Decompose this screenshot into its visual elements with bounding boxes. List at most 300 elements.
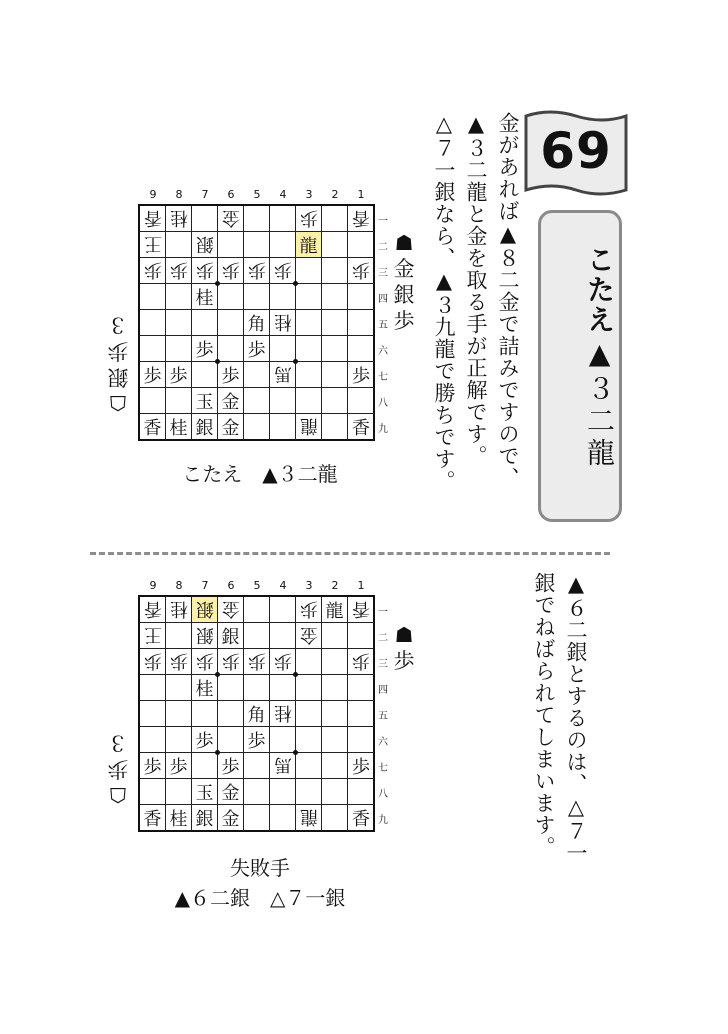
sente-piece: 香: [143, 809, 162, 830]
board-square: [140, 336, 166, 362]
rank-number: 七: [378, 763, 388, 774]
rank-number: 二: [378, 633, 388, 644]
board-square: [166, 675, 192, 701]
board-square: [270, 805, 296, 831]
file-number: 3: [305, 188, 313, 201]
rank-number: 九: [378, 424, 388, 435]
rank-number: 五: [378, 320, 388, 331]
board-square: [348, 701, 374, 727]
board-square: [140, 362, 166, 388]
board-square: [140, 623, 166, 649]
gote-piece: 歩: [143, 258, 162, 280]
board-square: [270, 362, 296, 388]
board-square: [244, 675, 270, 701]
board-square: [140, 232, 166, 258]
board-answer-caption: こたえ ▲３二龍: [182, 462, 338, 486]
rank-number: 八: [378, 789, 388, 800]
board-square: [348, 414, 374, 440]
sente-mark-icon: ☗: [394, 231, 414, 255]
board-square: [140, 727, 166, 753]
sente-piece: 桂: [195, 287, 214, 309]
sente-piece: 角: [247, 704, 266, 726]
board-square: [140, 779, 166, 805]
board-square: [296, 701, 322, 727]
gote-piece: 香: [143, 206, 162, 228]
board-square: [270, 753, 296, 779]
problem-number: 69: [540, 122, 612, 180]
board2-grid: [138, 595, 375, 832]
board-square: [296, 727, 322, 753]
board-square: [218, 206, 244, 232]
board-square: [140, 597, 166, 623]
sente-piece: 歩: [143, 365, 162, 387]
rank-number: 三: [378, 268, 388, 279]
board-square: [348, 727, 374, 753]
gote-hand-piece: 歩: [107, 339, 129, 363]
board-square: [140, 258, 166, 284]
board-square: [166, 414, 192, 440]
gote-piece: 龍: [299, 415, 318, 436]
board-square: [218, 805, 244, 831]
sente-piece: 歩: [221, 756, 240, 778]
board-square: [166, 362, 192, 388]
board-square: [192, 753, 218, 779]
sente-piece: 龍: [325, 600, 344, 622]
board-square: [166, 623, 192, 649]
board-square: [270, 675, 296, 701]
star-point: [293, 750, 298, 755]
board-square: [322, 753, 348, 779]
file-number: 3: [305, 579, 313, 592]
board-square: [348, 805, 374, 831]
gote-piece: 香: [352, 597, 370, 619]
sente-piece: 歩: [221, 365, 240, 387]
gote-piece: 歩: [352, 649, 370, 671]
gote-piece: 龍: [299, 806, 318, 827]
board-square: [166, 779, 192, 805]
board-square: [270, 310, 296, 336]
gote-piece: 銀: [195, 623, 214, 645]
gote-piece: 桂: [273, 701, 292, 723]
file-number: 7: [201, 188, 209, 201]
sente-piece: 香: [352, 418, 370, 439]
board-square: [322, 623, 348, 649]
board-square: [296, 284, 322, 310]
board-square: [192, 362, 218, 388]
sente-piece: 歩: [195, 730, 214, 752]
board-square: [322, 597, 348, 623]
sente-piece: 香: [352, 809, 370, 830]
board-square: [322, 727, 348, 753]
rank-number: 六: [378, 346, 388, 357]
sente-piece: 龍: [299, 235, 318, 257]
board-square: [218, 336, 244, 362]
board-square: [244, 753, 270, 779]
board-square: [270, 388, 296, 414]
gote-piece: 歩: [169, 649, 188, 671]
board-square: [218, 675, 244, 701]
board-square: [322, 362, 348, 388]
file-number: 4: [279, 579, 287, 592]
gote-piece: 香: [143, 597, 162, 619]
board-square: [218, 284, 244, 310]
board-square: [192, 675, 218, 701]
board-square: [322, 675, 348, 701]
sente-piece: 歩: [169, 365, 188, 387]
sente-piece: 歩: [143, 756, 162, 778]
board-square: [218, 623, 244, 649]
board-square: [140, 414, 166, 440]
board-square: [218, 649, 244, 675]
board-square: [192, 597, 218, 623]
board-square: [296, 388, 322, 414]
board-square: [348, 675, 374, 701]
gote-piece: 金: [221, 206, 240, 228]
rank-number: 四: [378, 685, 388, 696]
board-square: [244, 388, 270, 414]
gote-piece: 歩: [273, 258, 292, 280]
file-number: 1: [357, 188, 365, 201]
board-square: [244, 336, 270, 362]
board-square: [166, 649, 192, 675]
board-square: [296, 232, 322, 258]
board-square: [244, 649, 270, 675]
board-square: [192, 805, 218, 831]
gote-piece: 王: [143, 232, 162, 254]
star-point: [293, 359, 298, 364]
sente-piece: 歩: [169, 756, 188, 778]
gote-piece: 歩: [352, 258, 370, 280]
file-number: 1: [357, 579, 365, 592]
answer-move: ▲３二龍: [583, 337, 616, 470]
gote-piece: 桂: [169, 206, 188, 228]
board-square: [166, 805, 192, 831]
board-square: [218, 310, 244, 336]
sente-piece: 桂: [169, 809, 188, 830]
board-square: [348, 753, 374, 779]
board-square: [296, 414, 322, 440]
star-point: [215, 672, 220, 677]
section-divider: [90, 552, 610, 555]
file-number: 9: [149, 579, 157, 592]
board-square: [218, 701, 244, 727]
gote-piece: 香: [352, 206, 370, 228]
board-square: [296, 597, 322, 623]
board-square: [140, 388, 166, 414]
board-square: [192, 206, 218, 232]
sente-piece: 金: [221, 418, 240, 439]
board-square: [192, 623, 218, 649]
gote-piece: 王: [143, 623, 162, 645]
board-square: [270, 649, 296, 675]
board-square: [244, 597, 270, 623]
star-point: [215, 750, 220, 755]
board-square: [322, 388, 348, 414]
board-square: [270, 597, 296, 623]
board-square: [296, 336, 322, 362]
board-square: [244, 310, 270, 336]
board-square: [166, 701, 192, 727]
board-square: [270, 284, 296, 310]
board-square: [140, 701, 166, 727]
sente-piece: 歩: [247, 730, 266, 752]
sente-hand-piece: 銀: [393, 283, 415, 307]
gote-piece: 歩: [169, 258, 188, 280]
board-square: [270, 206, 296, 232]
board-square: [348, 258, 374, 284]
sente-piece: 銀: [221, 626, 240, 648]
gote-hand-piece: ３: [107, 731, 129, 755]
board-square: [218, 232, 244, 258]
board-square: [166, 597, 192, 623]
board-square: [296, 258, 322, 284]
sente-hand-piece: 歩: [393, 309, 415, 333]
explanation-line-3: △７一銀なら、▲３九龍で勝ちです。: [432, 112, 456, 492]
gote-hand-piece: 銀: [107, 365, 129, 389]
board-square: [140, 649, 166, 675]
failure-explanation-line-2: 銀でねばられてしまいます。: [532, 572, 556, 858]
board-square: [348, 623, 374, 649]
board-square: [322, 310, 348, 336]
board-square: [218, 727, 244, 753]
board-square: [348, 284, 374, 310]
board-square: [244, 779, 270, 805]
board-square: [192, 649, 218, 675]
board-square: [322, 284, 348, 310]
board-square: [348, 232, 374, 258]
gote-hand-piece: 歩: [107, 757, 129, 781]
board-square: [192, 336, 218, 362]
board-square: [192, 701, 218, 727]
board-square: [166, 336, 192, 362]
board-square: [218, 414, 244, 440]
gote-piece: 金: [221, 597, 240, 619]
rank-number: 四: [378, 294, 388, 305]
board-square: [244, 362, 270, 388]
sente-piece: 歩: [352, 365, 370, 387]
sente-piece: 金: [221, 391, 240, 413]
board-square: [166, 310, 192, 336]
sente-piece: 金: [221, 809, 240, 830]
board-square: [348, 649, 374, 675]
sente-piece: 香: [143, 418, 162, 439]
board-square: [192, 388, 218, 414]
board-square: [348, 336, 374, 362]
gote-piece: 銀: [195, 597, 214, 619]
gote-mark-icon: ☖: [108, 783, 128, 807]
star-point: [293, 672, 298, 677]
gote-piece: 歩: [247, 649, 266, 671]
sente-piece: 歩: [247, 339, 266, 361]
board-square: [244, 727, 270, 753]
board-square: [270, 258, 296, 284]
board-square: [322, 779, 348, 805]
board-square: [296, 362, 322, 388]
file-number: 5: [253, 188, 261, 201]
board-square: [140, 805, 166, 831]
board-square: [322, 805, 348, 831]
rank-number: 八: [378, 398, 388, 409]
sente-mark-icon: ☗: [394, 623, 414, 647]
board-square: [218, 753, 244, 779]
rank-number: 二: [378, 242, 388, 253]
board-square: [244, 206, 270, 232]
board-square: [296, 779, 322, 805]
board-square: [322, 258, 348, 284]
gote-mark-icon: ☖: [108, 391, 128, 415]
board-square: [244, 701, 270, 727]
board-square: [192, 414, 218, 440]
sente-hand-piece: 金: [393, 257, 415, 281]
gote-piece: 馬: [273, 362, 292, 384]
file-number: 5: [253, 579, 261, 592]
sente-hand-piece: 歩: [393, 649, 415, 673]
board-square: [166, 388, 192, 414]
board-square: [348, 388, 374, 414]
board-square: [192, 779, 218, 805]
board-square: [140, 753, 166, 779]
board-square: [218, 362, 244, 388]
sente-piece: 銀: [195, 809, 214, 830]
answer-label: こたえ: [583, 245, 616, 335]
file-number: 8: [175, 188, 183, 201]
board-square: [296, 310, 322, 336]
board-square: [322, 649, 348, 675]
explanation-line-1: 金があれば▲８二金で詰みですので、: [496, 112, 520, 489]
board-square: [218, 388, 244, 414]
board-square: [192, 310, 218, 336]
board-square: [270, 232, 296, 258]
board-square: [296, 675, 322, 701]
board1-grid: [138, 204, 375, 441]
file-number: 2: [331, 188, 339, 201]
gote-piece: 歩: [195, 258, 214, 280]
board-square: [140, 206, 166, 232]
rank-number: 六: [378, 737, 388, 748]
gote-piece: 桂: [169, 597, 188, 619]
failure-explanation-line-1: ▲６二銀とするのは、△７一: [564, 572, 588, 864]
file-number: 7: [201, 579, 209, 592]
answer-box: [538, 210, 622, 522]
gote-piece: 歩: [221, 649, 240, 671]
gote-piece: 歩: [247, 258, 266, 280]
rank-number: 一: [378, 607, 388, 618]
board-square: [218, 779, 244, 805]
file-number: 8: [175, 579, 183, 592]
board-square: [166, 753, 192, 779]
board-square: [140, 310, 166, 336]
board-square: [244, 805, 270, 831]
board-square: [244, 232, 270, 258]
board-square: [296, 623, 322, 649]
sente-piece: 角: [247, 313, 266, 335]
problem-number-flag: [520, 108, 632, 200]
board-square: [192, 727, 218, 753]
board-square: [270, 623, 296, 649]
board-square: [140, 284, 166, 310]
gote-piece: 歩: [143, 649, 162, 671]
sente-piece: 桂: [169, 418, 188, 439]
star-point: [215, 281, 220, 286]
star-point: [293, 281, 298, 286]
board-square: [348, 597, 374, 623]
board-square: [166, 232, 192, 258]
explanation-line-2: ▲３二龍と金を取る手が正解です。: [464, 112, 488, 467]
file-number: 2: [331, 579, 339, 592]
board-square: [192, 232, 218, 258]
board-square: [296, 206, 322, 232]
board-square: [166, 206, 192, 232]
board-square: [322, 206, 348, 232]
board-square: [270, 727, 296, 753]
gote-piece: 歩: [221, 258, 240, 280]
file-number: 6: [227, 188, 235, 201]
board-square: [270, 336, 296, 362]
sente-piece: 金: [221, 782, 240, 804]
board-square: [244, 623, 270, 649]
board-square: [322, 701, 348, 727]
board-failure-caption-moves: ▲６二銀 △７一銀: [174, 886, 346, 910]
board-square: [322, 232, 348, 258]
gote-piece: 歩: [195, 649, 214, 671]
gote-piece: 歩: [299, 597, 318, 619]
board-square: [140, 675, 166, 701]
board-square: [270, 779, 296, 805]
sente-piece: 歩: [195, 339, 214, 361]
gote-piece: 歩: [273, 649, 292, 671]
star-point: [215, 359, 220, 364]
file-number: 6: [227, 579, 235, 592]
sente-piece: 桂: [195, 678, 214, 700]
board-square: [296, 753, 322, 779]
board-square: [348, 362, 374, 388]
board-square: [218, 258, 244, 284]
board-square: [166, 258, 192, 284]
gote-piece: 歩: [299, 206, 318, 228]
board-square: [348, 206, 374, 232]
rank-number: 一: [378, 216, 388, 227]
board-square: [218, 597, 244, 623]
rank-number: 七: [378, 372, 388, 383]
board-square: [244, 258, 270, 284]
board-square: [244, 284, 270, 310]
board-square: [270, 701, 296, 727]
sente-piece: 歩: [352, 756, 370, 778]
gote-piece: 桂: [273, 310, 292, 332]
board-square: [348, 779, 374, 805]
board-square: [322, 414, 348, 440]
rank-number: 五: [378, 711, 388, 722]
rank-number: 九: [378, 815, 388, 826]
board-square: [166, 727, 192, 753]
board-square: [244, 414, 270, 440]
sente-piece: 玉: [195, 782, 214, 804]
gote-piece: 銀: [195, 232, 214, 254]
board-square: [192, 258, 218, 284]
board-square: [296, 805, 322, 831]
sente-piece: 銀: [195, 418, 214, 439]
sente-piece: 玉: [195, 391, 214, 413]
board-square: [192, 284, 218, 310]
file-number: 4: [279, 188, 287, 201]
gote-hand-piece: ３: [107, 313, 129, 337]
board-square: [166, 284, 192, 310]
file-number: 9: [149, 188, 157, 201]
board-square: [296, 649, 322, 675]
board-square: [270, 414, 296, 440]
board-failure-caption-title: 失敗手: [230, 856, 290, 880]
board-square: [322, 336, 348, 362]
